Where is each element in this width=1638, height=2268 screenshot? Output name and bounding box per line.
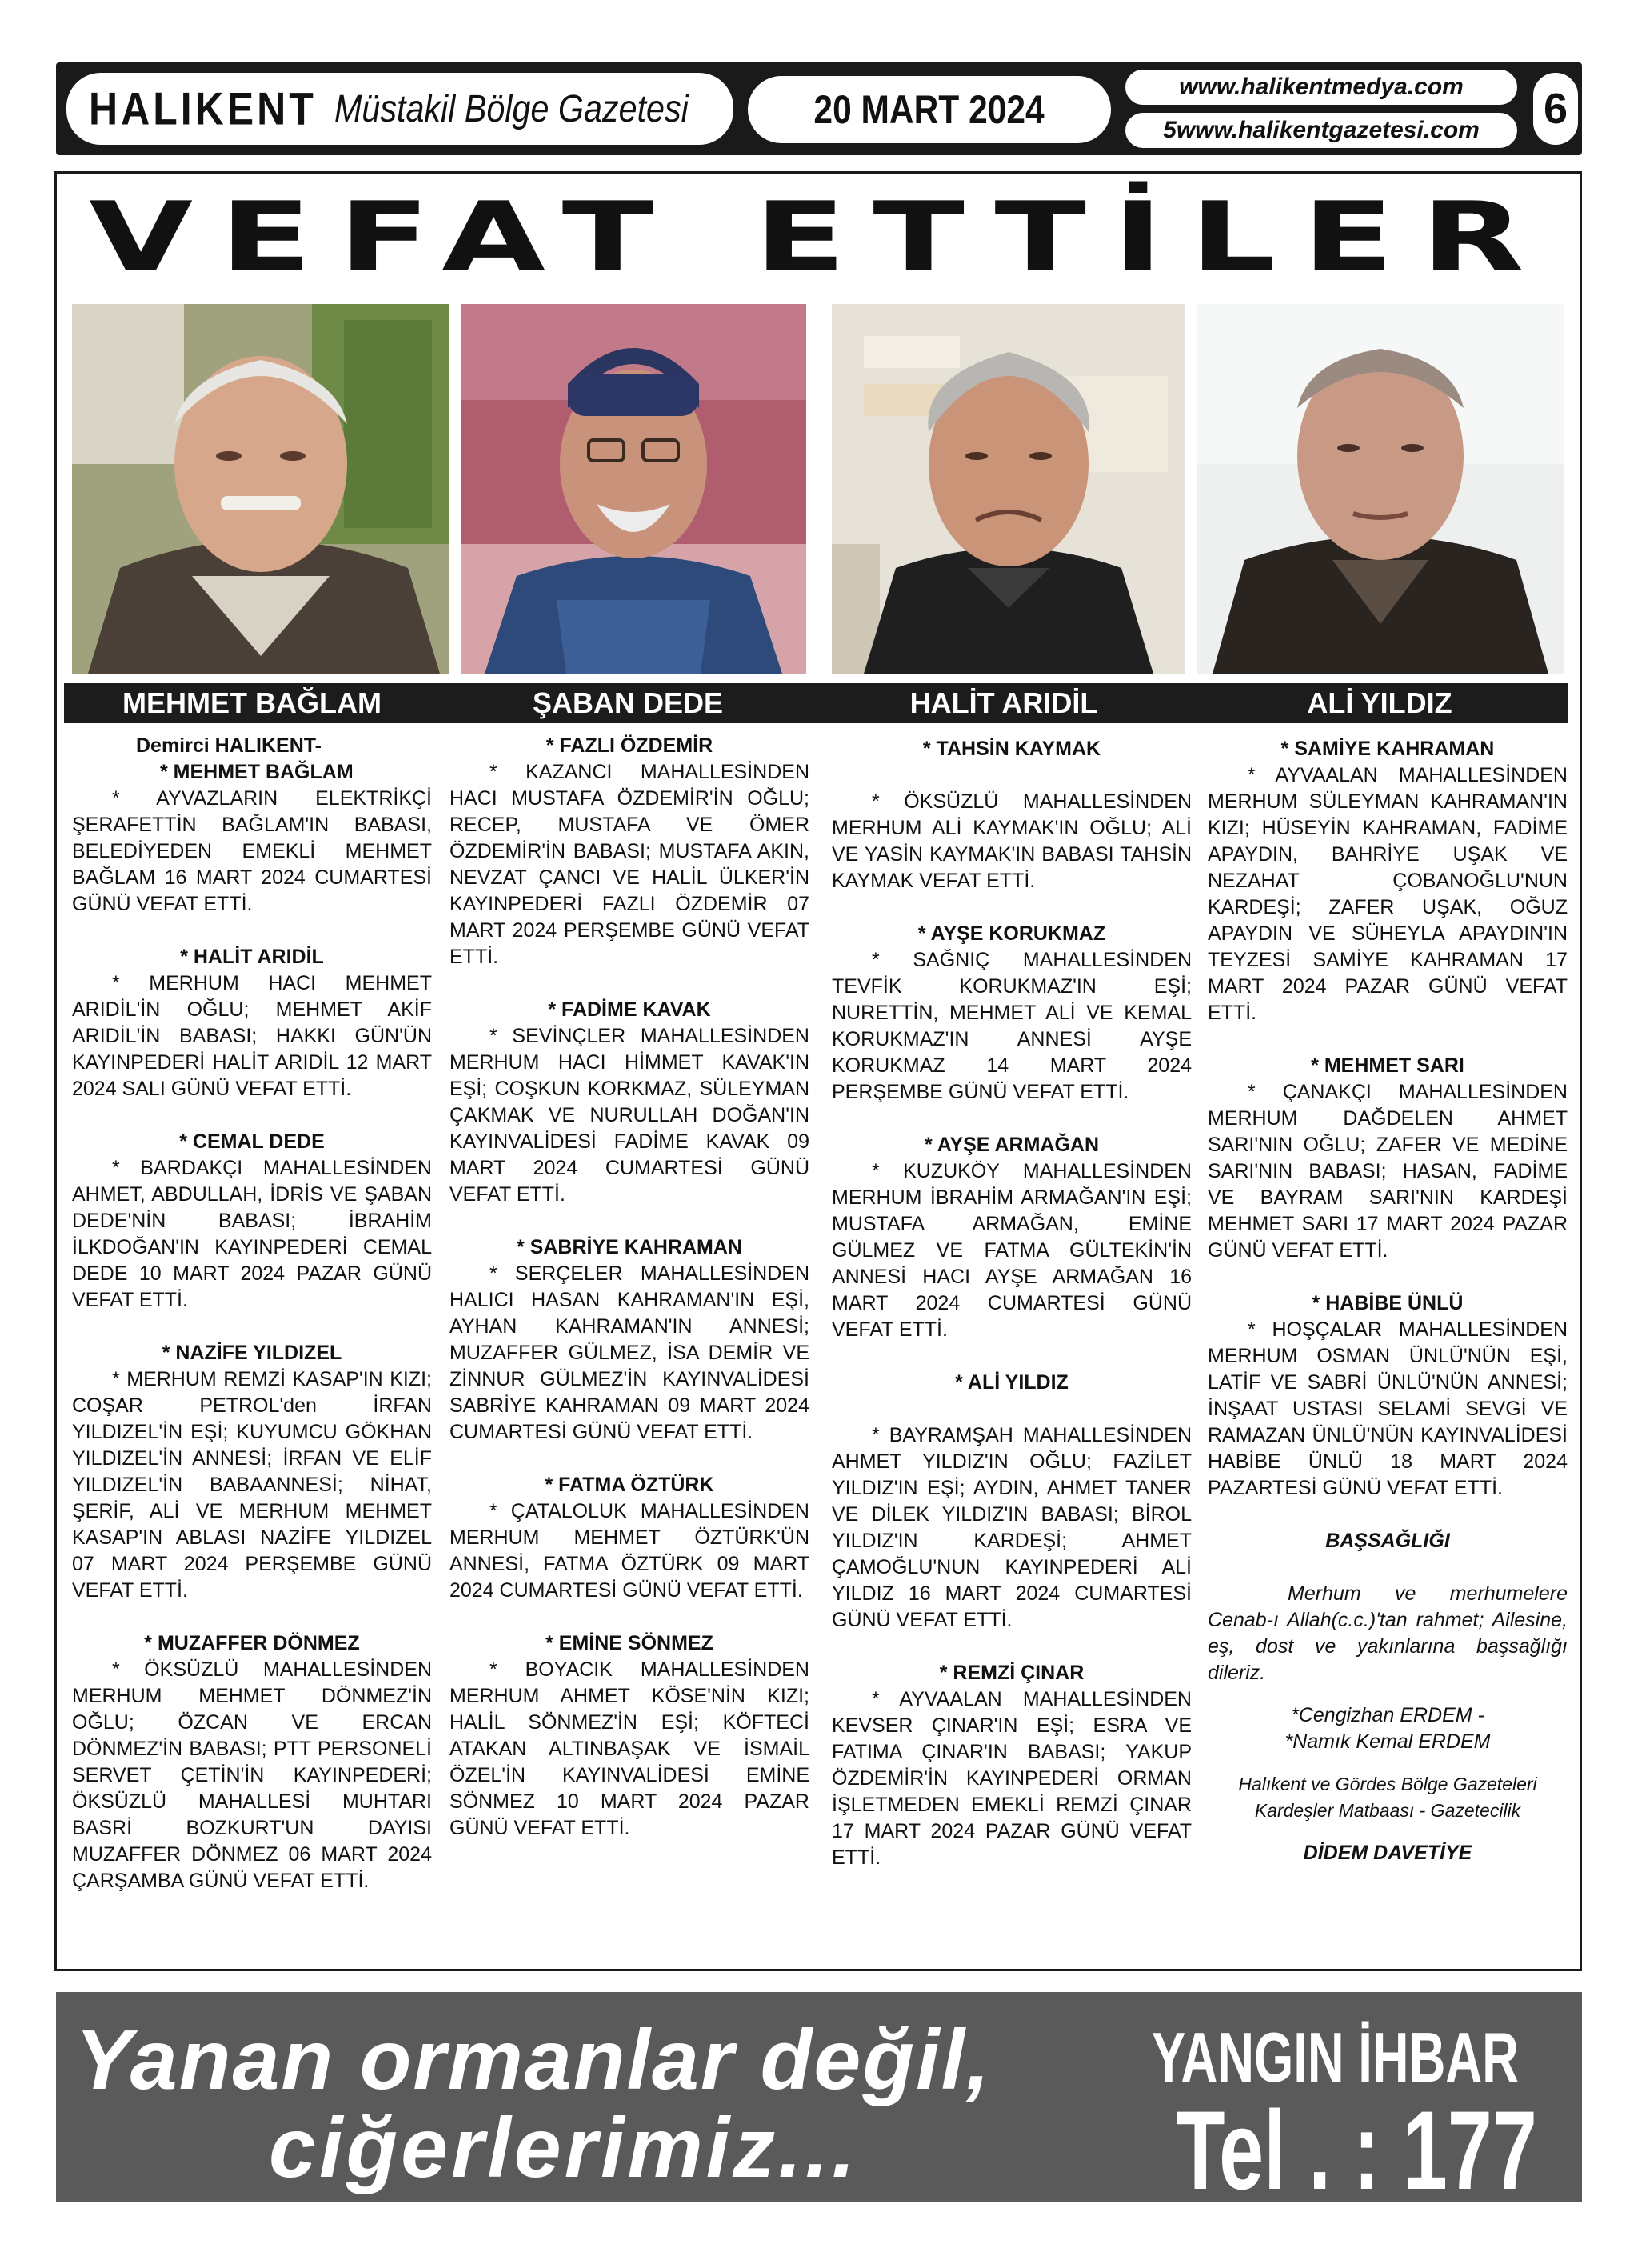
- website-link-2[interactable]: 5www.halikentgazetesi.com: [1123, 110, 1520, 150]
- obituary-entry: [832, 1660, 1192, 1871]
- obituary-text: * KAZANCI MAHALLESİNDEN HACI MUSTAFA ÖZDEMİR'İN OĞLU; RECEP, MUSTAFA VE ÖMER ÖZDEMİR'İN BABASI; MUSTAFA AKIN, NEVZAT ÇANCI VE HALİL ÜLKER'İN KAYINPEDERİ FAZLI ÖZDEMİR 07 MART 2024 PERŞEMBE GÜNÜ VEFAT ETTİ.: [449, 761, 809, 968]
- issue-date: [745, 74, 1113, 146]
- names-bar: [64, 683, 1568, 723]
- obituary-text: * ÇANAKÇI MAHALLESİNDEN MERHUM DAĞDELEN AHMET SARI'NIN OĞLU; ZAFER VE MEDİNE SARI'NIN BABASI; HASAN, FADİME VE BAYRAM SARI'NIN KARDEŞİ MEHMET SARI 17 MART 2024 PAZAR GÜNÜ VEFAT ETTİ.: [1208, 1081, 1568, 1262]
- obituary-entry: [1208, 1053, 1568, 1264]
- obituary-name: * MEHMET BAĞLAM: [160, 761, 354, 783]
- photo-caption-4: ALİ YILDIZ: [1307, 686, 1452, 719]
- obituary-column-3: [832, 736, 1192, 1898]
- organization-line-1: Halıkent ve Gördes Bölge Gazeteleri: [1238, 1774, 1537, 1794]
- obituary-name: * ALİ YILDIZ: [955, 1371, 1069, 1394]
- obituary-entry: [449, 1234, 809, 1446]
- photo-caption-3: HALİT ARIDİL: [909, 686, 1098, 719]
- portrait-photo-3: [832, 304, 1185, 674]
- obituary-name: * AYŞE ARMAĞAN: [924, 1134, 1100, 1156]
- obituary-entry: [832, 921, 1192, 1106]
- portrait-photo-1: [72, 304, 449, 674]
- obituary-entry: [1208, 1290, 1568, 1502]
- obituary-text: * SAĞNIÇ MAHALLESİNDEN TEVFİK KORUKMAZ'IN EŞİ; NURETTİN, MEHMET ALİ VE KEMAL KORUKMAZ'IN ANNESİ AYŞE KORUKMAZ 14 MART 2024 PERŞEMBE GÜNÜ VEFAT ETTİ.: [832, 949, 1192, 1103]
- obituary-entry: [832, 1132, 1192, 1343]
- fire-warning-banner: [56, 1992, 1582, 2213]
- obituary-name: * SAMİYE KAHRAMAN: [1280, 738, 1495, 760]
- website-link-1[interactable]: www.halikentmedya.com: [1123, 67, 1520, 107]
- obituary-entry: [832, 1370, 1192, 1634]
- obituary-name: * FATMA ÖZTÜRK: [545, 1474, 714, 1496]
- issue-date-text: 20 MART 2024: [813, 87, 1045, 132]
- obituary-column-1: [72, 733, 432, 1921]
- obituary-entry: [72, 759, 432, 918]
- obituary-text: * HOŞÇALAR MAHALLESİNDEN MERHUM OSMAN ÜNLÜ'NÜN EŞİ, LATİF VE SABRİ ÜNLÜ'NÜN ANNESİ; İNŞAAT USTASI SELAMİ SEVGİ VE RAMAZAN ÜNLÜ'NÜN KAYINVALİDESİ HABİBE ÜNLÜ 18 MART 2024 PAZARTESİ GÜNÜ VEFAT ETTİ.: [1208, 1318, 1568, 1499]
- condolence-text: Merhum ve merhumelere Cenab-ı Allah(c.c.)'tan rahmet; Ailesine, eş, dost ve yakınlarına başsağlığı dileriz.: [1208, 1582, 1568, 1684]
- obituary-text: * AYVAALAN MAHALLESİNDEN KEVSER ÇINAR'IN EŞİ; ESRA VE FATIMA ÇINAR'IN BABASI; YAKUP ÖZDEMİR'İN KAYINPEDERİ ORMAN İŞLETMEDEN EMEKLİ REMZİ ÇINAR 17 MART 2024 PAZAR GÜNÜ VEFAT ETTİ.: [832, 1688, 1192, 1869]
- obituary-text: * BARDAKÇI MAHALLESİNDEN AHMET, ABDULLAH, İDRİS VE ŞABAN DEDE'NİN BABASI; İBRAHİM İLKDOĞAN'IN KAYINPEDERİ CEMAL DEDE 10 MART 2024 PAZAR GÜNÜ VEFAT ETTİ.: [72, 1157, 432, 1311]
- portrait-image-4: [1197, 304, 1564, 674]
- signer-2: *Namık Kemal ERDEM: [1284, 1730, 1491, 1753]
- slogan-line-2: ciğerlerimiz...: [269, 2101, 859, 2195]
- page-number: 6: [1531, 70, 1580, 147]
- obituary-entry: [449, 1630, 809, 1842]
- obituary-name: * HABİBE ÜNLÜ: [1312, 1292, 1464, 1314]
- obituary-name: * NAZİFE YILDIZEL: [162, 1342, 342, 1364]
- portrait-photo-4: [1197, 304, 1564, 674]
- signer-1: *Cengizhan ERDEM -: [1291, 1704, 1484, 1726]
- obituary-text: * BOYACIK MAHALLESİNDEN MERHUM AHMET KÖSE'NİN KIZI; HALİL SÖNMEZ'İN EŞİ; KÖFTECİ ATAKAN ALTINBAŞAK VE İSMAİL ÖZEL'İN KAYINVALİDESİ EMİNE SÖNMEZ 10 MART 2024 PAZAR GÜNÜ VEFAT ETTİ.: [449, 1658, 809, 1839]
- obituary-name: * CEMAL DEDE: [179, 1130, 325, 1153]
- obituary-text: * SERÇELER MAHALLESİNDEN HALICI HASAN KAHRAMAN'IN EŞİ, AYHAN KAHRAMAN'IN ANNESİ; MUZAFFER GÜLMEZ, İSA DEMİR VE ZİNNUR GÜLMEZ'İN KAYINVALİDESİ SABRİYE KAHRAMAN 09 MART 2024 CUMARTESİ GÜNÜ VEFAT ETTİ.: [449, 1262, 809, 1443]
- obituary-entry: [72, 1340, 432, 1604]
- obituary-name: * FAZLI ÖZDEMİR: [545, 734, 713, 757]
- obituary-entry: [72, 944, 432, 1102]
- condolence-signoff: DİDEM DAVETİYE: [1303, 1842, 1472, 1864]
- obituary-entry: [449, 733, 809, 970]
- obituary-text: * ÇATALOLUK MAHALLESİNDEN MERHUM MEHMET ÖZTÜRK'ÜN ANNESİ, FATMA ÖZTÜRK 09 MART 2024 CUMARTESİ GÜNÜ VEFAT ETTİ.: [449, 1500, 809, 1602]
- obituary-entry: [72, 1630, 432, 1894]
- obituary-text: * KUZUKÖY MAHALLESİNDEN MERHUM İBRAHİM ARMAĞAN'IN EŞİ; MUSTAFA ARMAĞAN, EMİNE GÜLMEZ VE FATMA GÜLTEKİN'İN ANNESİ HACI AYŞE ARMAĞAN 16 MART 2024 CUMARTESİ GÜNÜ VEFAT ETTİ.: [832, 1160, 1192, 1341]
- obituary-text: * AYVAALAN MAHALLESİNDEN MERHUM SÜLEYMAN KAHRAMAN'IN KIZI; HÜSEYİN KAHRAMAN, FADİME APAYDIN, BAHRİYE UŞAK VE NEZAHAT ÇOBANOĞLU'NUN KARDEŞİ; ZAFER UŞAK, OĞUZ APAYDIN VE SÜHEYLA APAYDIN'IN TEYZESİ SAMİYE KAHRAMAN 17 MART 2024 PAZAR GÜNÜ VEFAT ETTİ.: [1208, 764, 1568, 1024]
- dateline: Demirci HALIKENT-: [136, 734, 322, 757]
- obituary-column-2: [449, 733, 809, 1868]
- photo-caption-2: ŞABAN DEDE: [532, 686, 724, 719]
- portrait-image-2: [461, 304, 806, 674]
- portrait-image-1: [72, 304, 449, 674]
- obituary-text: * ÖKSÜZLÜ MAHALLESİNDEN MERHUM MEHMET DÖNMEZ'İN OĞLU; ÖZCAN VE ERCAN DÖNMEZ'İN BABASI; PTT PERSONELİ SERVET ÇETİN'İN KAYINPEDERİ; ÖKSÜZLÜ MAHALLESİ MUHTARI BASRİ BOZKURT'UN DAYISI MUZAFFER DÖNMEZ 06 MART 2024 ÇARŞAMBA GÜNÜ VEFAT ETTİ.: [72, 1658, 432, 1892]
- condolence-title: BAŞSAĞLIĞI: [1325, 1530, 1450, 1552]
- portrait-image-3: [832, 304, 1185, 674]
- obituary-text: * AYVAZLARIN ELEKTRİKÇİ ŞERAFETTİN BAĞLAM'IN BABASI, BELEDİYEDEN EMEKLİ MEHMET BAĞLAM 16 MART 2024 CUMARTESİ GÜNÜ VEFAT ETTİ.: [72, 787, 432, 915]
- obituary-entry: [1208, 736, 1568, 1026]
- headline-text: VEFAT ETTİLER: [88, 182, 1552, 294]
- obituary-name: * AYŞE KORUKMAZ: [917, 922, 1106, 945]
- obituary-name: * HALİT ARIDİL: [180, 946, 324, 968]
- obituary-entry: [832, 736, 1192, 894]
- newspaper-name: HALIKENT: [89, 82, 317, 135]
- brand-pill: [64, 70, 736, 147]
- page-headline: [64, 182, 1576, 294]
- obituary-column-4: [1208, 736, 1568, 1866]
- condolence-signers: [1208, 1702, 1568, 1755]
- obituary-name: * TAHSİN KAYMAK: [922, 738, 1101, 760]
- slogan-line-1: Yanan ormanlar değil,: [75, 2013, 992, 2107]
- photo-caption-1: MEHMET BAĞLAM: [122, 686, 382, 719]
- fire-report-phone[interactable]: Tel . : 177: [1176, 2087, 1537, 2213]
- obituary-text: * MERHUM REMZİ KASAP'IN KIZI; COŞAR PETROL'den İRFAN YILDIZEL'İN EŞİ; KUYUMCU GÖKHAN YILDIZEL'İN ANNESİ; İRFAN VE ELİF YILDIZEL'İN BABAANNESİ; NİHAT, ŞERİF, ALİ VE MERHUM MEHMET KASAP'IN ABLASI NAZİFE YILDIZEL 07 MART 2024 PERŞEMBE GÜNÜ VEFAT ETTİ.: [72, 1368, 432, 1602]
- obituary-name: * MEHMET SARI: [1311, 1054, 1464, 1077]
- obituary-text: * BAYRAMŞAH MAHALLESİNDEN AHMET YILDIZ'IN OĞLU; FAZİLET YILDIZ'IN EŞİ; AYDIN, AHMET TANER VE DİLEK YILDIZ'IN BABASI; BİROL YILDIZ'IN KARDEŞİ; AHMET ÇAMOĞLU'NUN KAYINPEDERİ ALİ YILDIZ 16 MART 2024 CUMARTESİ GÜNÜ VEFAT ETTİ.: [832, 1424, 1192, 1631]
- fire-report-label: YANGIN İHBAR: [1152, 2018, 1519, 2097]
- obituary-text: * MERHUM HACI MEHMET ARIDİL'İN OĞLU; MEHMET AKİF ARIDİL'İN BABASI; HAKKI GÜN'ÜN KAYINPEDERİ HALİT ARIDİL 12 MART 2024 SALI GÜNÜ VEFAT ETTİ.: [72, 972, 432, 1100]
- obituary-name: * EMİNE SÖNMEZ: [545, 1632, 713, 1654]
- masthead: [56, 62, 1582, 155]
- obituary-entry: [449, 1472, 809, 1604]
- obituary-name: * REMZİ ÇINAR: [939, 1662, 1085, 1684]
- condolence-block: [1208, 1528, 1568, 1686]
- obituary-name: * FADİME KAVAK: [548, 998, 711, 1021]
- newspaper-tagline: Müstakil Bölge Gazetesi: [334, 87, 689, 130]
- obituary-entry: [449, 997, 809, 1208]
- portrait-photo-2: [461, 304, 806, 674]
- obituary-text: * SEVİNÇLER MAHALLESİNDEN MERHUM HACI HİMMET KAVAK'IN EŞİ; COŞKUN KORKMAZ, SÜLEYMAN ÇAKMAK VE NURULLAH DOĞAN'IN KAYINVALİDESİ FADİME KAVAK 09 MART 2024 CUMARTESİ GÜNÜ VEFAT ETTİ.: [449, 1025, 809, 1206]
- obituary-entry: [72, 1129, 432, 1314]
- obituary-name: * MUZAFFER DÖNMEZ: [144, 1632, 360, 1654]
- obituary-name: * SABRİYE KAHRAMAN: [517, 1236, 742, 1258]
- obituary-text: * ÖKSÜZLÜ MAHALLESİNDEN MERHUM ALİ KAYMAK'IN OĞLU; ALİ VE YASİN KAYMAK'IN BABASI TAHSİN KAYMAK VEFAT ETTİ.: [832, 790, 1192, 892]
- condolence-organization: [1208, 1771, 1568, 1824]
- organization-line-2: Kardeşler Matbaası - Gazetecilik: [1254, 1800, 1521, 1821]
